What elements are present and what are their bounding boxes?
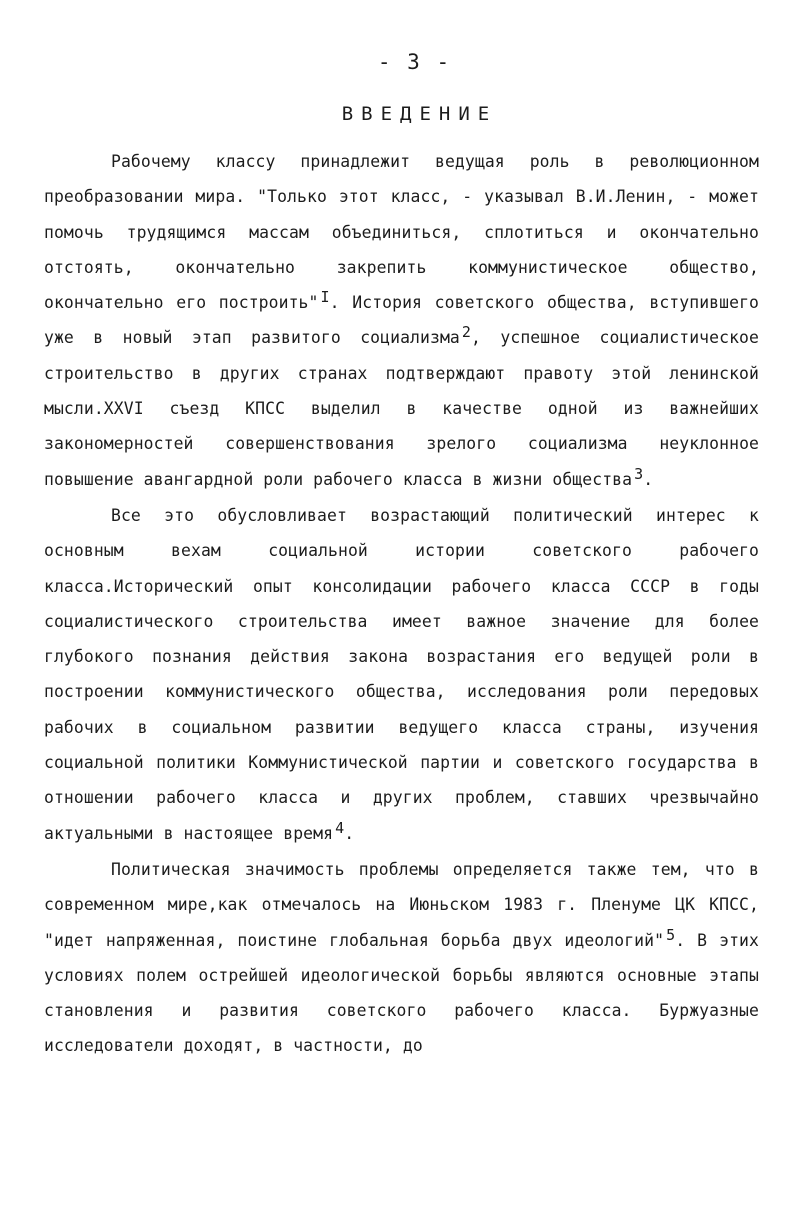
paragraph-text: . — [344, 823, 355, 843]
paragraph-text: . История советского общества, вступившего уже в новый этап развитого социализма — [44, 293, 760, 348]
page-number: - 3 - — [377, 50, 452, 74]
section-heading: ВВЕДЕНИЕ — [341, 103, 498, 125]
paragraph-text: . В этих условиях полем острейшей идеологической борьбы являются основные этапы становления и развития советского рабочего класса. Буржуазные исследователи доходят, в частности, до — [44, 930, 759, 1056]
footnote-marker: 5 — [666, 925, 676, 944]
body-text — [44, 144, 759, 1064]
paragraph-text: Все это обусловливает возрастающий политический интерес к основным вехам социальной истории советского рабочего класса.Исторический опыт консолидации рабочего класса СССР в годы социалистического строительства имеет важное значение для более глубокого познания действия закона возрастания его ведущей роли в построении коммунистического общества, исследования роли передовых рабочих в социальном развитии ведущего класса страны, изучения социальной политики Коммунистической партии и советского государства в отношении рабочего класса и других проблем, ставших чрезвычайно актуальными в настоящее время — [44, 505, 759, 843]
footnote-marker: 3 — [634, 464, 644, 483]
paragraph — [44, 852, 759, 1064]
paragraph-text: , успешное социалистическое строительство в других странах подтверждают правоту этой ленинской мысли.XXVI съезд КПСС выделил в качестве одной из важнейших закономерностей совершенствования зрелого социализма неуклонное повышение авангардной роли рабочего класса в жизни общества — [44, 328, 759, 489]
paragraph — [44, 498, 759, 851]
paragraph-text: Рабочему классу принадлежит ведущая роль в революционном преобразовании мира. "Только этот класс, - указывал В.И.Ленин, - может помочь трудящимся массам объединиться, сплотиться и окончательно отстоять, окончательно закрепить коммунистическое общество, окончательно его построить" — [44, 152, 759, 313]
footnote-marker: 2 — [461, 323, 472, 342]
paragraph-text: . — [643, 469, 654, 489]
paragraph — [44, 144, 759, 497]
footnote-marker: I — [320, 288, 330, 307]
footnote-marker: 4 — [335, 818, 345, 837]
paragraph-text: Политическая значимость проблемы определяется также тем, что в современном мире,как отмечалось на Июньском 1983 г. Пленуме ЦК КПСС, "идет напряженная, поистине глобальная борьба двух идеологий" — [44, 859, 759, 950]
